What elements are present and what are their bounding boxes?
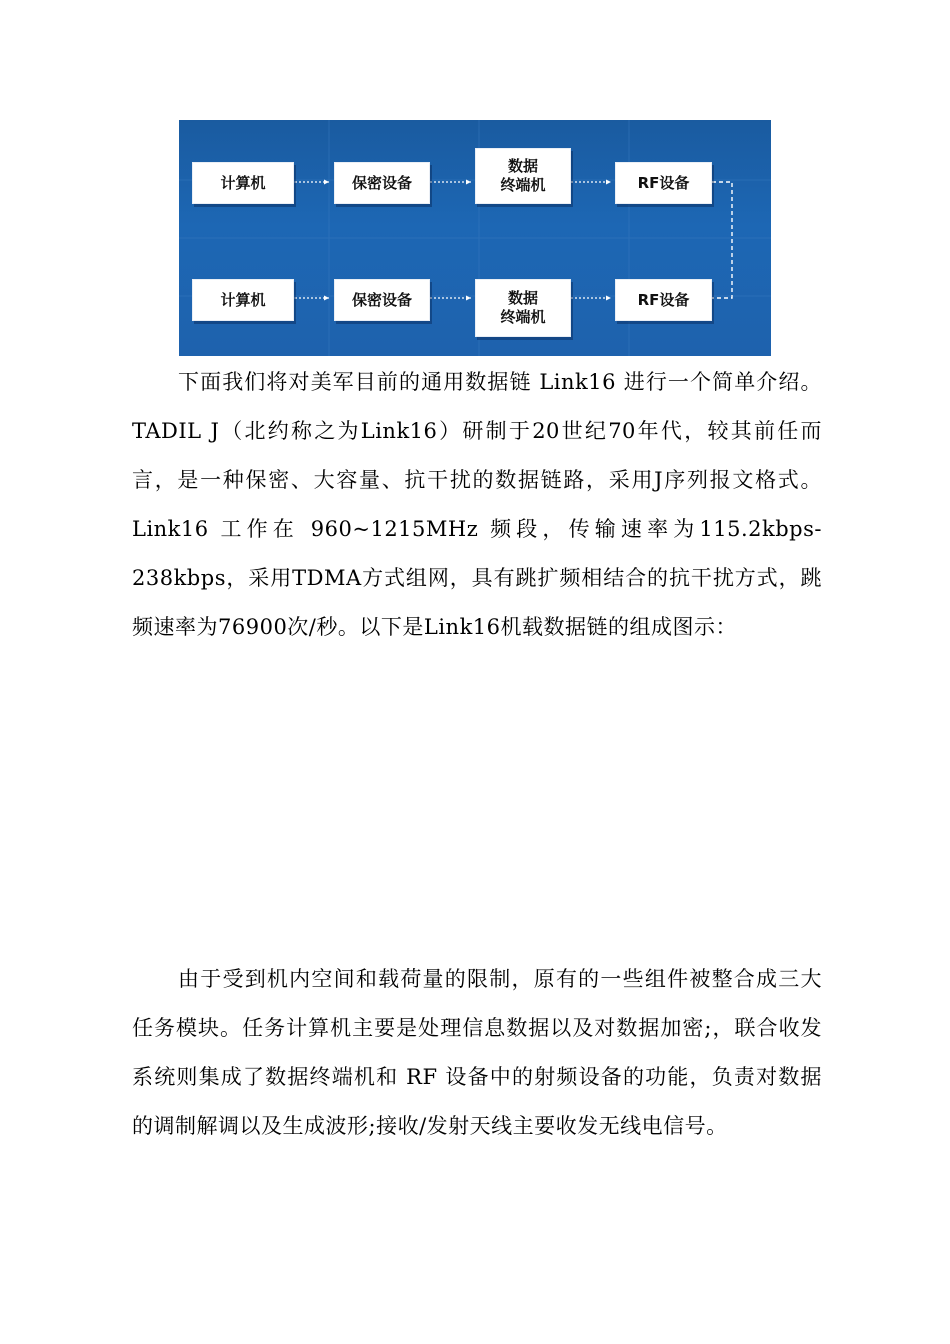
data-terminal-box-1: 数据 终端机 xyxy=(475,148,571,204)
rf-device-box-1: RF设备 xyxy=(615,162,712,204)
module-paragraph: 由于受到机内空间和载荷量的限制，原有的一些组件被整合成三大任务模块。任务计算机主要是处理信息数据以及对数据加密;，联合收发系统则集成了数据终端机和 RF 设备中的射频设备的功能，负责对数据的调制解调以及生成波形;接收/发射天线主要收发无线电信号。 xyxy=(132,967,822,1138)
rf-device-box-2: RF设备 xyxy=(615,279,712,321)
crypto-device-box-2: 保密设备 xyxy=(334,279,430,321)
rf-link-connector xyxy=(712,182,732,298)
intro-paragraph: 下面我们将对美军目前的通用数据链 Link16 进行一个简单介绍。TADIL J（北约称之为Link16）研制于20世纪70年代，较其前任而言，是一种保密、大容量、抗干扰的数据链路，采用J序列报文格式。Link16 工作在 960~1215MHz 频段，传输速率为115.2kbps-238kbps，采用TDMA方式组网，具有跳扩频相结合的抗干扰方式，跳频速率为76900次/秒。以下是Link16机载数据链的组成图示： xyxy=(132,370,822,639)
crypto-device-box-1: 保密设备 xyxy=(334,162,430,204)
computer-box-1: 计算机 xyxy=(192,162,294,204)
data-terminal-box-2: 数据 终端机 xyxy=(475,279,571,337)
computer-box-2: 计算机 xyxy=(192,279,294,321)
link16-diagram xyxy=(179,120,771,356)
